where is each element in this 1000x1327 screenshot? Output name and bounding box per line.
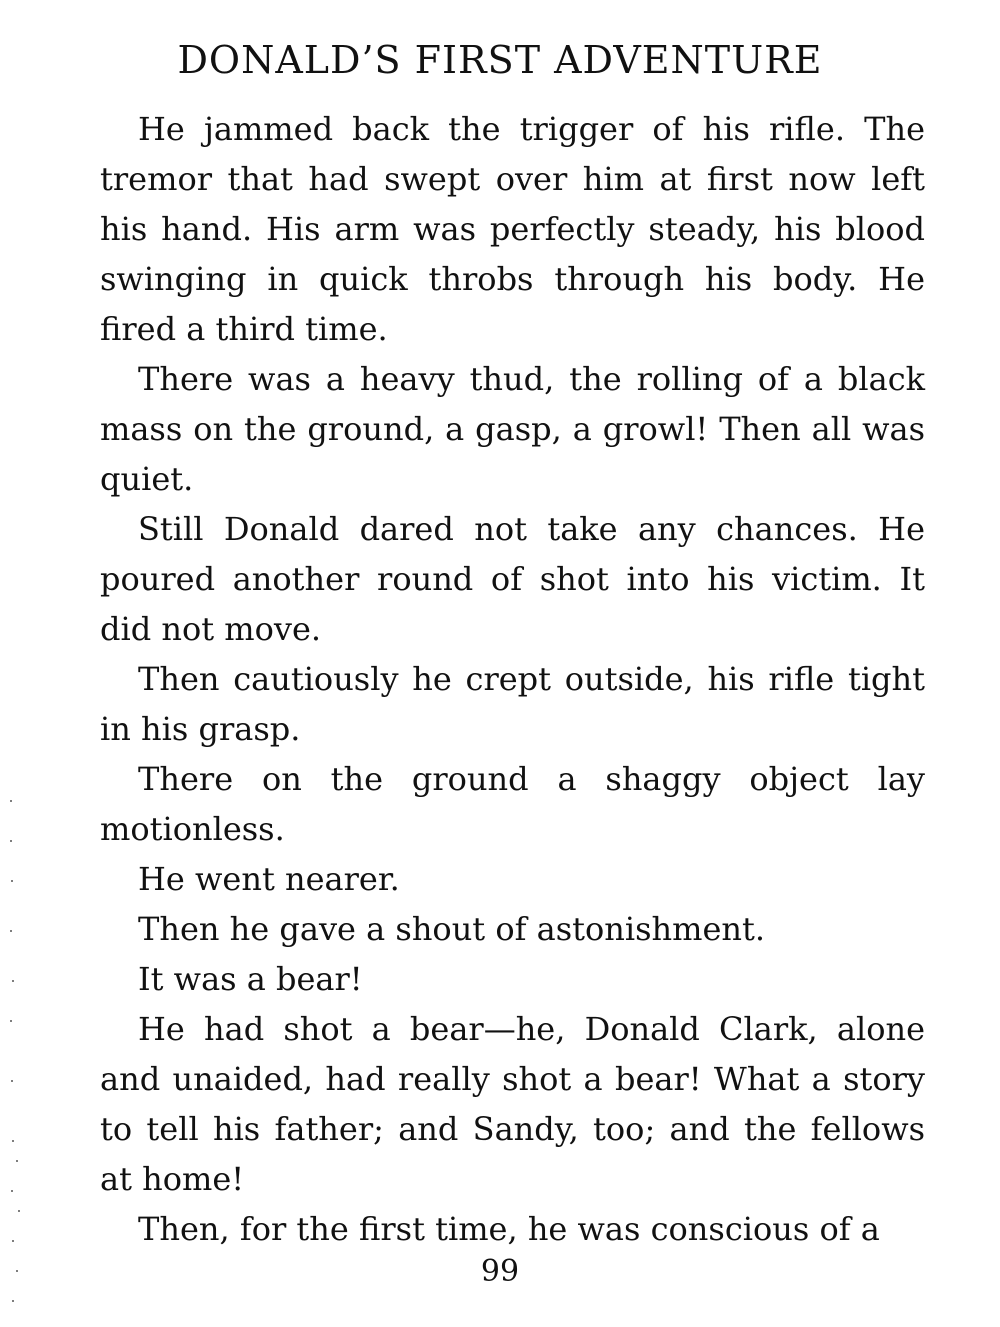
- page-number: 99: [480, 1254, 520, 1289]
- paragraph: He went nearer.: [138, 860, 400, 898]
- paragraph: He had shot a bear—he, Donald Clark, alone and unaided, had really shot a bear! What a story to tell his father; and Sandy, too; and the fellows at home!: [100, 1010, 925, 1198]
- body-text: [100, 104, 925, 1254]
- paragraph: Then he gave a shout of astonishment.: [138, 910, 766, 948]
- paragraph: Then cautiously he crept outside, his rifle tight in his grasp.: [100, 660, 925, 748]
- paragraph: Still Donald dared not take any chances. He poured another round of shot into his victim. It did not move.: [100, 510, 925, 648]
- scan-gutter-specks: [10, 780, 40, 1320]
- paragraph: There on the ground a shaggy object lay motionless.: [100, 760, 925, 848]
- paragraph: Then, for the first time, he was conscious of a: [138, 1210, 880, 1248]
- running-title: DONALD’S FIRST ADVENTURE: [177, 38, 823, 82]
- paragraph: It was a bear!: [138, 960, 363, 998]
- paragraph: He jammed back the trigger of his rifle. The tremor that had swept over him at first now left his hand. His arm was perfectly steady, his blood swinging in quick throbs through his body. He fired a third time.: [100, 110, 925, 348]
- paragraph: There was a heavy thud, the rolling of a black mass on the ground, a gasp, a growl! Then all was quiet.: [100, 360, 925, 498]
